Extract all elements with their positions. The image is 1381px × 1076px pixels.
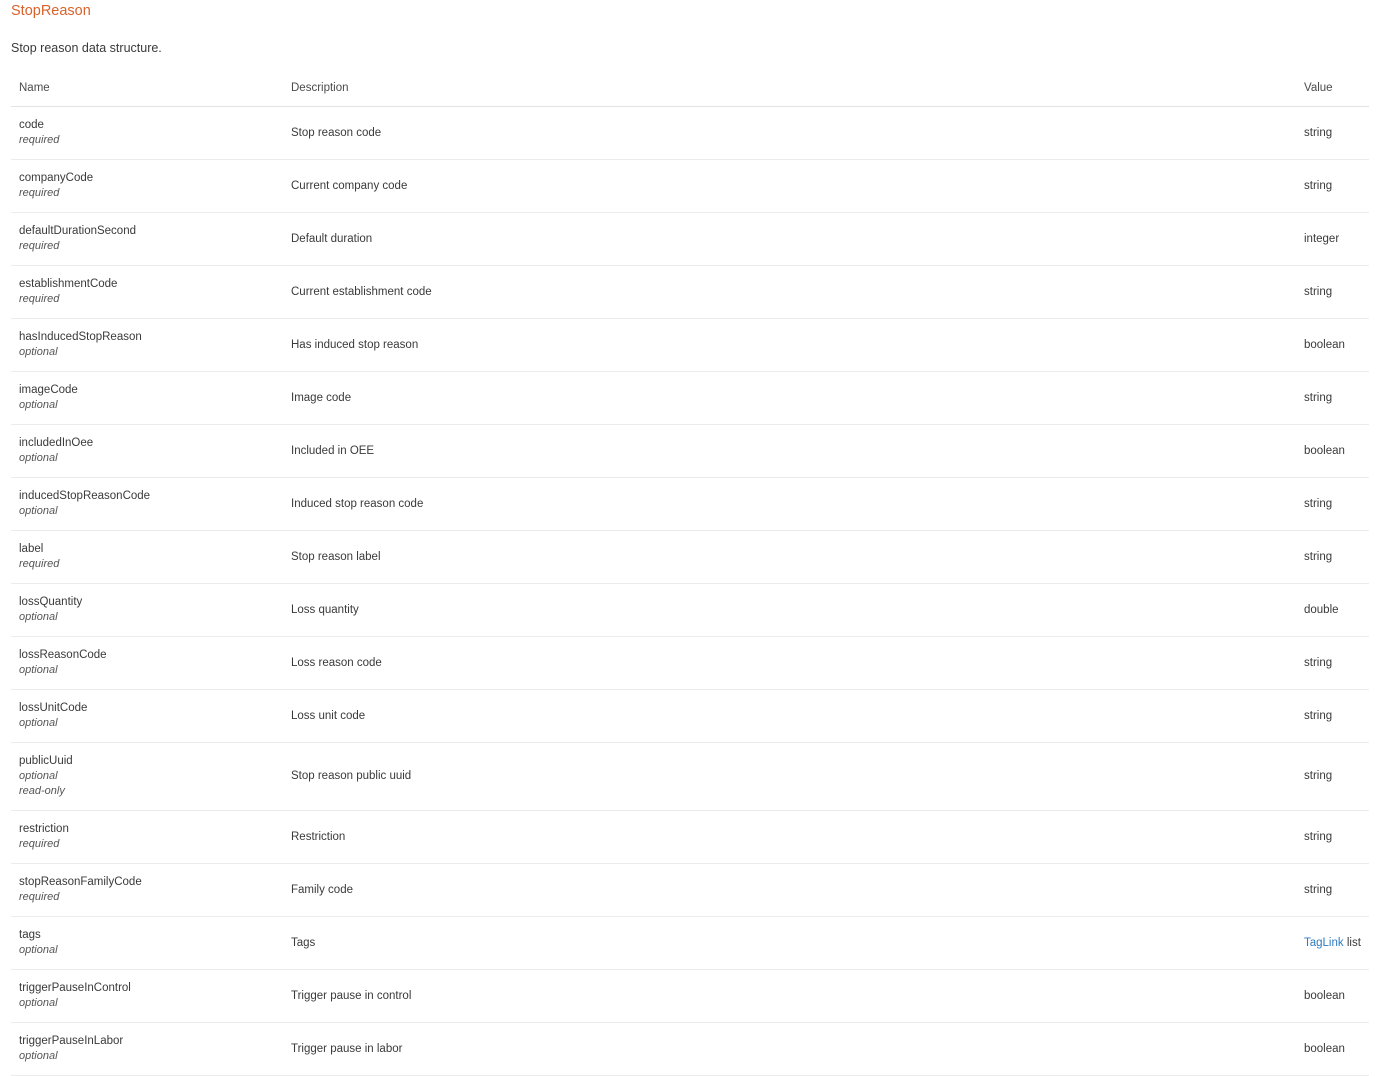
property-name-cell [11,319,283,372]
property-value-cell [1296,1023,1369,1076]
property-description-cell: Current establishment code [283,266,1296,319]
table-body [11,107,1369,1076]
table-row [11,584,1369,637]
property-name: lossReasonCode [19,649,107,661]
property-description-cell: Stop reason label [283,531,1296,584]
property-name: stopReasonFamilyCode [19,876,142,888]
column-header-description: Description [283,82,1296,107]
property-value-cell [1296,917,1369,970]
table-row [11,917,1369,970]
property-name-cell [11,372,283,425]
property-value-type: string [1304,830,1333,843]
property-name: tags [19,929,41,941]
property-value-type: string [1304,285,1333,298]
property-name-cell [11,531,283,584]
property-name: triggerPauseInLabor [19,1035,124,1047]
property-description-cell: Stop reason public uuid [283,743,1296,811]
property-value-cell [1296,478,1369,531]
property-flag: required [19,838,60,850]
property-description-cell: Loss quantity [283,584,1296,637]
property-flag: optional [19,717,58,729]
property-description-cell: Loss unit code [283,690,1296,743]
property-name: label [19,543,44,555]
property-name-cell [11,160,283,213]
table-row [11,107,1369,160]
property-flag: read-only [19,785,65,797]
property-value-cell [1296,637,1369,690]
property-flag: optional [19,1050,58,1062]
property-description-cell: Default duration [283,213,1296,266]
property-name-cell [11,266,283,319]
table-row [11,970,1369,1023]
property-flag: required [19,187,60,199]
table-row [11,690,1369,743]
property-value-cell [1296,584,1369,637]
property-description-cell: Induced stop reason code [283,478,1296,531]
property-description-cell: Has induced stop reason [283,319,1296,372]
property-value-type: string [1304,179,1333,192]
page-description: Stop reason data structure. [11,41,162,55]
property-name-cell [11,425,283,478]
table-row [11,811,1369,864]
property-description-cell: Family code [283,864,1296,917]
page-title: StopReason [11,3,91,19]
property-name-cell [11,584,283,637]
table-row [11,531,1369,584]
column-header-value: Value [1296,82,1369,107]
property-description-cell: Included in OEE [283,425,1296,478]
property-name: code [19,119,44,131]
property-description-cell: Tags [283,917,1296,970]
property-value-type: string [1304,391,1333,404]
table-row [11,743,1369,811]
property-value-type: string [1304,550,1333,563]
property-flag: optional [19,399,58,411]
property-name: imageCode [19,384,78,396]
property-description-cell: Trigger pause in labor [283,1023,1296,1076]
property-flag: required [19,240,60,252]
property-name: hasInducedStopReason [19,331,142,343]
property-value-type: string [1304,770,1333,782]
property-value-cell [1296,425,1369,478]
property-value-cell [1296,160,1369,213]
property-name-cell [11,811,283,864]
property-description-cell: Restriction [283,811,1296,864]
property-name-cell [11,478,283,531]
property-value-cell [1296,743,1369,811]
property-name-cell [11,107,283,160]
property-name: includedInOee [19,437,94,449]
property-description-cell: Trigger pause in control [283,970,1296,1023]
property-flag: optional [19,346,58,358]
property-name: defaultDurationSecond [19,225,136,237]
property-description-cell: Loss reason code [283,637,1296,690]
property-value-cell [1296,811,1369,864]
table-row [11,266,1369,319]
property-value-cell [1296,531,1369,584]
property-name: triggerPauseInControl [19,982,131,994]
property-name-cell [11,970,283,1023]
table-row [11,319,1369,372]
property-flag: required [19,293,60,305]
property-value-type: string [1304,656,1333,669]
property-name-cell [11,864,283,917]
property-description-cell: Current company code [283,160,1296,213]
property-value-type: string [1304,497,1333,510]
property-flag: optional [19,770,58,782]
property-value-type: boolean [1304,444,1345,457]
property-flag: optional [19,997,58,1009]
property-value-cell [1296,107,1369,160]
property-name-cell [11,213,283,266]
property-description-cell: Stop reason code [283,107,1296,160]
table-row [11,160,1369,213]
property-value-type: boolean [1304,338,1345,351]
table-row [11,425,1369,478]
property-value-cell [1296,319,1369,372]
property-name: inducedStopReasonCode [19,490,151,502]
property-name: lossUnitCode [19,702,88,714]
schema-table [11,82,1369,1076]
property-flag: required [19,134,60,146]
table-row [11,372,1369,425]
property-value-cell [1296,213,1369,266]
property-name-cell [11,743,283,811]
property-value-cell [1296,690,1369,743]
property-flag: optional [19,611,58,623]
table-row [11,637,1369,690]
property-value-type: integer [1304,232,1340,245]
property-flag: required [19,891,60,903]
property-value-type: list [1346,936,1361,949]
property-flag: optional [19,944,58,956]
property-flag: optional [19,505,58,517]
property-value-type: string [1304,883,1333,896]
property-name-cell [11,637,283,690]
property-name: companyCode [19,172,94,184]
table-row [11,478,1369,531]
table-row [11,1023,1369,1076]
property-value-type: double [1304,603,1339,616]
table-row [11,213,1369,266]
table-header-row [11,82,1369,107]
property-value-type: boolean [1304,989,1345,1002]
property-value-type: string [1304,709,1333,722]
property-value-type: string [1304,126,1333,139]
property-name: lossQuantity [19,596,83,608]
property-flag: optional [19,664,58,676]
column-header-name: Name [11,82,283,107]
property-description-cell: Image code [283,372,1296,425]
table-header [11,82,1369,107]
property-name-cell [11,690,283,743]
property-name: publicUuid [19,755,73,767]
property-value-cell [1296,266,1369,319]
property-name-cell [11,917,283,970]
property-name: establishmentCode [19,278,118,290]
property-flag: optional [19,452,58,464]
property-name-cell [11,1023,283,1076]
property-value-cell [1296,970,1369,1023]
type-link[interactable]: TagLink [1304,936,1344,949]
property-value-cell [1296,372,1369,425]
property-value-type: boolean [1304,1042,1345,1055]
property-name: restriction [19,823,69,835]
property-flag: required [19,558,60,570]
table-row [11,864,1369,917]
property-value-cell [1296,864,1369,917]
